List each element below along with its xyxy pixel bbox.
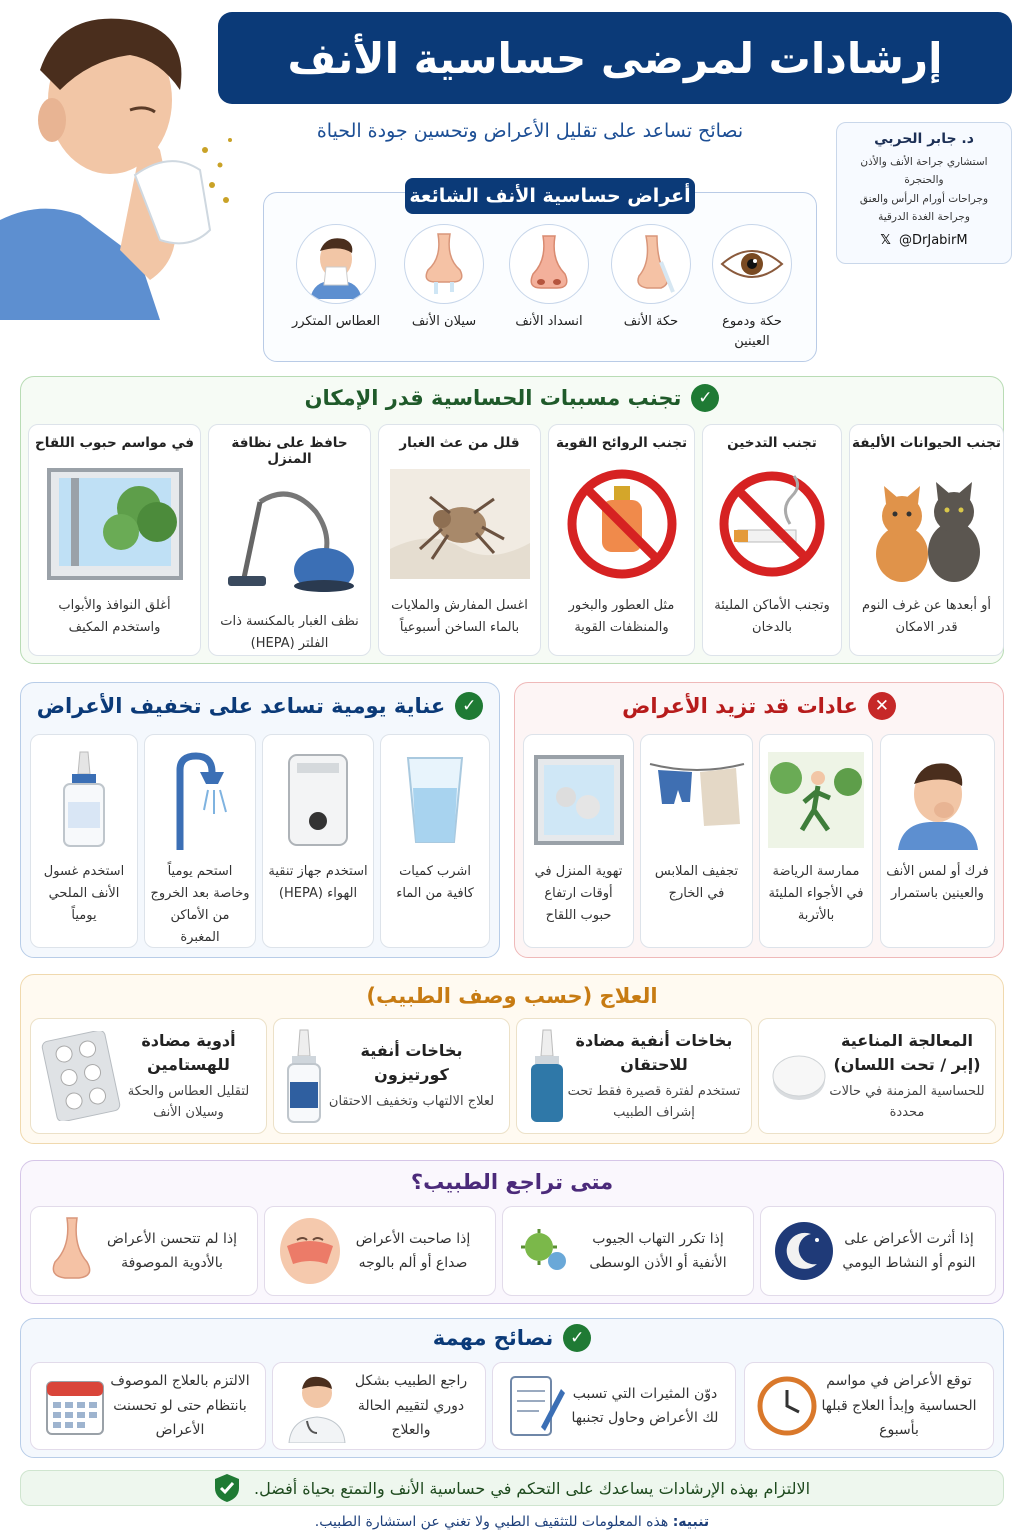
doctor-title-1: استشاري جراحة الأنف والأذن والحنجرة [860, 156, 988, 187]
habits-title-row [514, 692, 1004, 720]
treatment-card [758, 1018, 996, 1134]
avoid-card-cleaning [208, 424, 371, 656]
avoid-card-title: قلل من عث الغبار [399, 435, 520, 451]
tablet-icon [769, 1046, 829, 1106]
calendar-icon [43, 1374, 107, 1438]
care-card [30, 734, 138, 948]
habit-desc: ممارسة الرياضة في الأجواء المليئة بالأتربة [768, 864, 864, 924]
symptom-label: حكة ودموع العينين [722, 314, 782, 349]
shower-icon [145, 745, 255, 855]
avoid-title-row [20, 384, 1004, 412]
avoid-card-dust-mites [378, 424, 541, 656]
notepad-pen-icon [505, 1371, 567, 1441]
runny-nose-icon [404, 224, 484, 304]
habit-card [640, 734, 753, 948]
check-circle-icon: ✓ [455, 692, 483, 720]
tips-title: نصائح مهمة [432, 1326, 554, 1350]
habit-desc: تهوية المنزل في أوقات ارتفاع حبوب اللقاح [534, 864, 623, 924]
care-desc: استخدم جهاز تنقية الهواء (HEPA) [268, 864, 368, 902]
dust-mite-icon [379, 459, 540, 589]
care-desc: استخدم غسول الأنف الملحي يومياً [43, 864, 125, 924]
treatment-card [516, 1018, 752, 1134]
avoid-card-pets [849, 424, 1004, 656]
doctor-visit-desc: إذا صاحبت الأعراض صداع أو ألم بالوجه [355, 1230, 471, 1271]
air-purifier-icon [263, 745, 373, 855]
doctor-name: د. جابر الحربي [874, 131, 974, 147]
symptom-label: العطاس المتكرر [291, 314, 381, 329]
window-icon [29, 459, 200, 589]
no-smoking-icon [703, 459, 841, 589]
doctor-handle[interactable] [843, 233, 1005, 248]
avoid-card-smoking [702, 424, 842, 656]
x-logo-icon: 𝕏 [880, 232, 891, 248]
avoid-card-desc: نظف الغبار بالمكنسة ذات الفلتر (HEPA) [220, 614, 359, 652]
avoid-card-desc: وتجنب الأماكن المليئة بالدخان [714, 598, 830, 636]
germ-icon [515, 1221, 575, 1281]
nose-icon [43, 1216, 99, 1286]
tip-desc: راجع الطبيب بشكل دوري لتقييم الحالة والعلاج [354, 1373, 468, 1439]
doctor-visit-desc: إذا لم تتحسن الأعراض بالأدوية الموصوفة [106, 1230, 238, 1271]
avoid-card-desc: أو أبعدها عن غرف النوم قدر الامكان [862, 598, 991, 636]
disclaimer [20, 1514, 1004, 1530]
treatment-card [273, 1018, 510, 1134]
vacuum-cleaner-icon [209, 475, 370, 605]
avoid-title: تجنب مسببات الحساسية قدر الإمكان [304, 386, 682, 410]
nose-itch-icon [611, 224, 691, 304]
tip-desc: الالتزم بالعلاج الموصوف بانتظام حتى لو تحسنت الأعراض [110, 1373, 250, 1439]
tip-card [272, 1362, 486, 1450]
sinus-pain-face-icon [277, 1216, 343, 1286]
doctor-visit-card [502, 1206, 754, 1296]
doctor-visit-card [760, 1206, 996, 1296]
eye-icon [712, 224, 792, 304]
decongestant-spray-icon [527, 1026, 567, 1126]
no-perfume-icon [549, 459, 694, 589]
footer-message-bar [20, 1470, 1004, 1506]
rubbing-nose-icon [881, 745, 994, 855]
clothesline-icon [641, 745, 752, 855]
doctor-visit-desc: إذا أثرت الأعراض على النوم أو النشاط اليومي [842, 1230, 976, 1271]
symptom-item [704, 224, 800, 351]
symptoms-title: أعراض حساسية الأنف الشائعة [405, 178, 695, 214]
doctor-icon [285, 1369, 349, 1443]
avoid-card-title: تجنب الحيوانات الأليفة [852, 435, 1001, 451]
care-title: عناية يومية تساعد على تخفيف الأعراض [36, 694, 446, 718]
shield-check-icon [214, 1473, 240, 1503]
footer-message: الالتزام بهذه الإرشادات يساعدك على التحكم في حساسية الأنف والتمتع بحياة أفضل. [253, 1478, 811, 1498]
disclaimer-label: تنبيه: [672, 1514, 710, 1530]
treatment-card-title: بخاخات أنفية مضادة للاحتقان [575, 1030, 733, 1074]
page-title: إرشادات لمرضى حساسية الأنف [218, 12, 1012, 104]
sneezing-icon [296, 224, 376, 304]
avoid-card-desc: أغلق النوافذ والأبواب واستخدم المكيف [58, 598, 171, 636]
treatment-title: العلاج (حسب وصف الطبيب) [366, 984, 658, 1008]
care-title-row [20, 692, 500, 720]
habit-desc: فرك أو لمس الأنف والعينين باستمرار [886, 864, 989, 902]
sneezing-man-illustration [0, 0, 240, 320]
nose-congestion-icon [509, 224, 589, 304]
water-glass-icon [381, 745, 489, 855]
doctor-visit-card [264, 1206, 496, 1296]
doctor-visit-card [30, 1206, 258, 1296]
habit-card [759, 734, 873, 948]
pill-blister-icon [41, 1031, 121, 1121]
tips-title-row [20, 1324, 1004, 1352]
doctor-handle-text: @DrJabirM [899, 232, 968, 248]
doctor-title-3: وجراحة الغدة الدرقية [878, 211, 970, 224]
treatment-card [30, 1018, 267, 1134]
avoid-card-title: في مواسم حبوب اللقاح [35, 435, 194, 451]
tip-card [492, 1362, 736, 1450]
page-subtitle: نصائح تساعد على تقليل الأعراض وتحسين جودة الحياة [316, 120, 744, 142]
symptom-item [288, 224, 384, 332]
avoid-card-desc: مثل العطور والبخور والمنظفات القوية [568, 598, 675, 636]
doctor-visit-title: متى تراجع الطبيب؟ [410, 1170, 614, 1194]
symptom-label: سيلان الأنف [411, 314, 477, 329]
symptom-label: انسداد الأنف [515, 314, 583, 329]
care-desc: استحم يومياً وخاصة بعد الخروج من الأماكن المغبرة [150, 864, 250, 946]
habit-card [880, 734, 995, 948]
habits-title: عادات قد تزيد الأعراض [622, 694, 858, 718]
open-window-icon [524, 745, 633, 855]
clock-icon [757, 1376, 817, 1436]
care-card [144, 734, 256, 948]
treatment-card-desc: للحساسية المزمنة في حالات محددة [829, 1083, 985, 1120]
disclaimer-text: هذه المعلومات للتثقيف الطبي ولا تغني عن استشارة الطبيب. [314, 1514, 673, 1530]
x-circle-icon: ✕ [868, 692, 896, 720]
treatment-card-title: بخاخات أنفية كورتيزون [360, 1041, 463, 1085]
avoid-card-title: حافظ على نظافة المنزل [231, 435, 348, 467]
tip-card [30, 1362, 266, 1450]
treatment-card-desc: لعلاج الالتهاب وتخفيف الاحتقان [328, 1094, 495, 1110]
treatment-card-title: المعالجة المناعية (إبر / تحت اللسان) [833, 1030, 981, 1074]
check-circle-icon: ✓ [563, 1324, 591, 1352]
symptom-label: حكة الأنف [623, 314, 679, 329]
tip-desc: دوّن المثيرات التي تسبب لك الأعراض وحاول تجنبها [571, 1385, 719, 1426]
saline-spray-icon [31, 745, 137, 855]
running-outdoors-icon [760, 745, 872, 855]
steroid-spray-icon [284, 1026, 324, 1126]
doctor-title-2: وجراحات أورام الرأس والعنق [859, 192, 989, 205]
avoid-card-pollen [28, 424, 201, 656]
habit-card [523, 734, 634, 948]
habit-desc: تجفيف الملابس في الخارج [654, 864, 739, 902]
moon-icon [773, 1220, 835, 1282]
care-card [262, 734, 374, 948]
doctor-visit-desc: إذا تكرر التهاب الجيوب الأنفية أو الأذن الوسطى [589, 1230, 727, 1271]
avoid-card-title: تجنب التدخين [727, 435, 817, 451]
tip-card [744, 1362, 994, 1450]
doctor-card [836, 122, 1012, 264]
treatment-card-desc: تستخدم لفترة قصيرة فقط تحت إشراف الطبيب [567, 1083, 741, 1120]
treatment-card-desc: لتقليل العطاس والحكة وسيلان الأنف [127, 1083, 250, 1120]
avoid-card-perfume [548, 424, 695, 656]
symptom-item [396, 224, 492, 332]
care-card [380, 734, 490, 948]
check-circle-icon: ✓ [691, 384, 719, 412]
symptom-item [501, 224, 597, 332]
care-desc: اشرب كميات كافية من الماء [396, 864, 474, 902]
symptom-item [603, 224, 699, 332]
treatment-card-title: أدوية مضادة للهستامين [141, 1030, 236, 1074]
tip-desc: توقع الأعراض في مواسم الحساسية وإبدأ العلاج قبلها بأسبوع [821, 1373, 977, 1439]
avoid-card-desc: اغسل المفارش والملايات بالماء الساخن أسبوعياً [391, 598, 528, 636]
avoid-card-title: تجنب الروائح القوية [555, 435, 688, 451]
cats-icon [850, 459, 1003, 589]
